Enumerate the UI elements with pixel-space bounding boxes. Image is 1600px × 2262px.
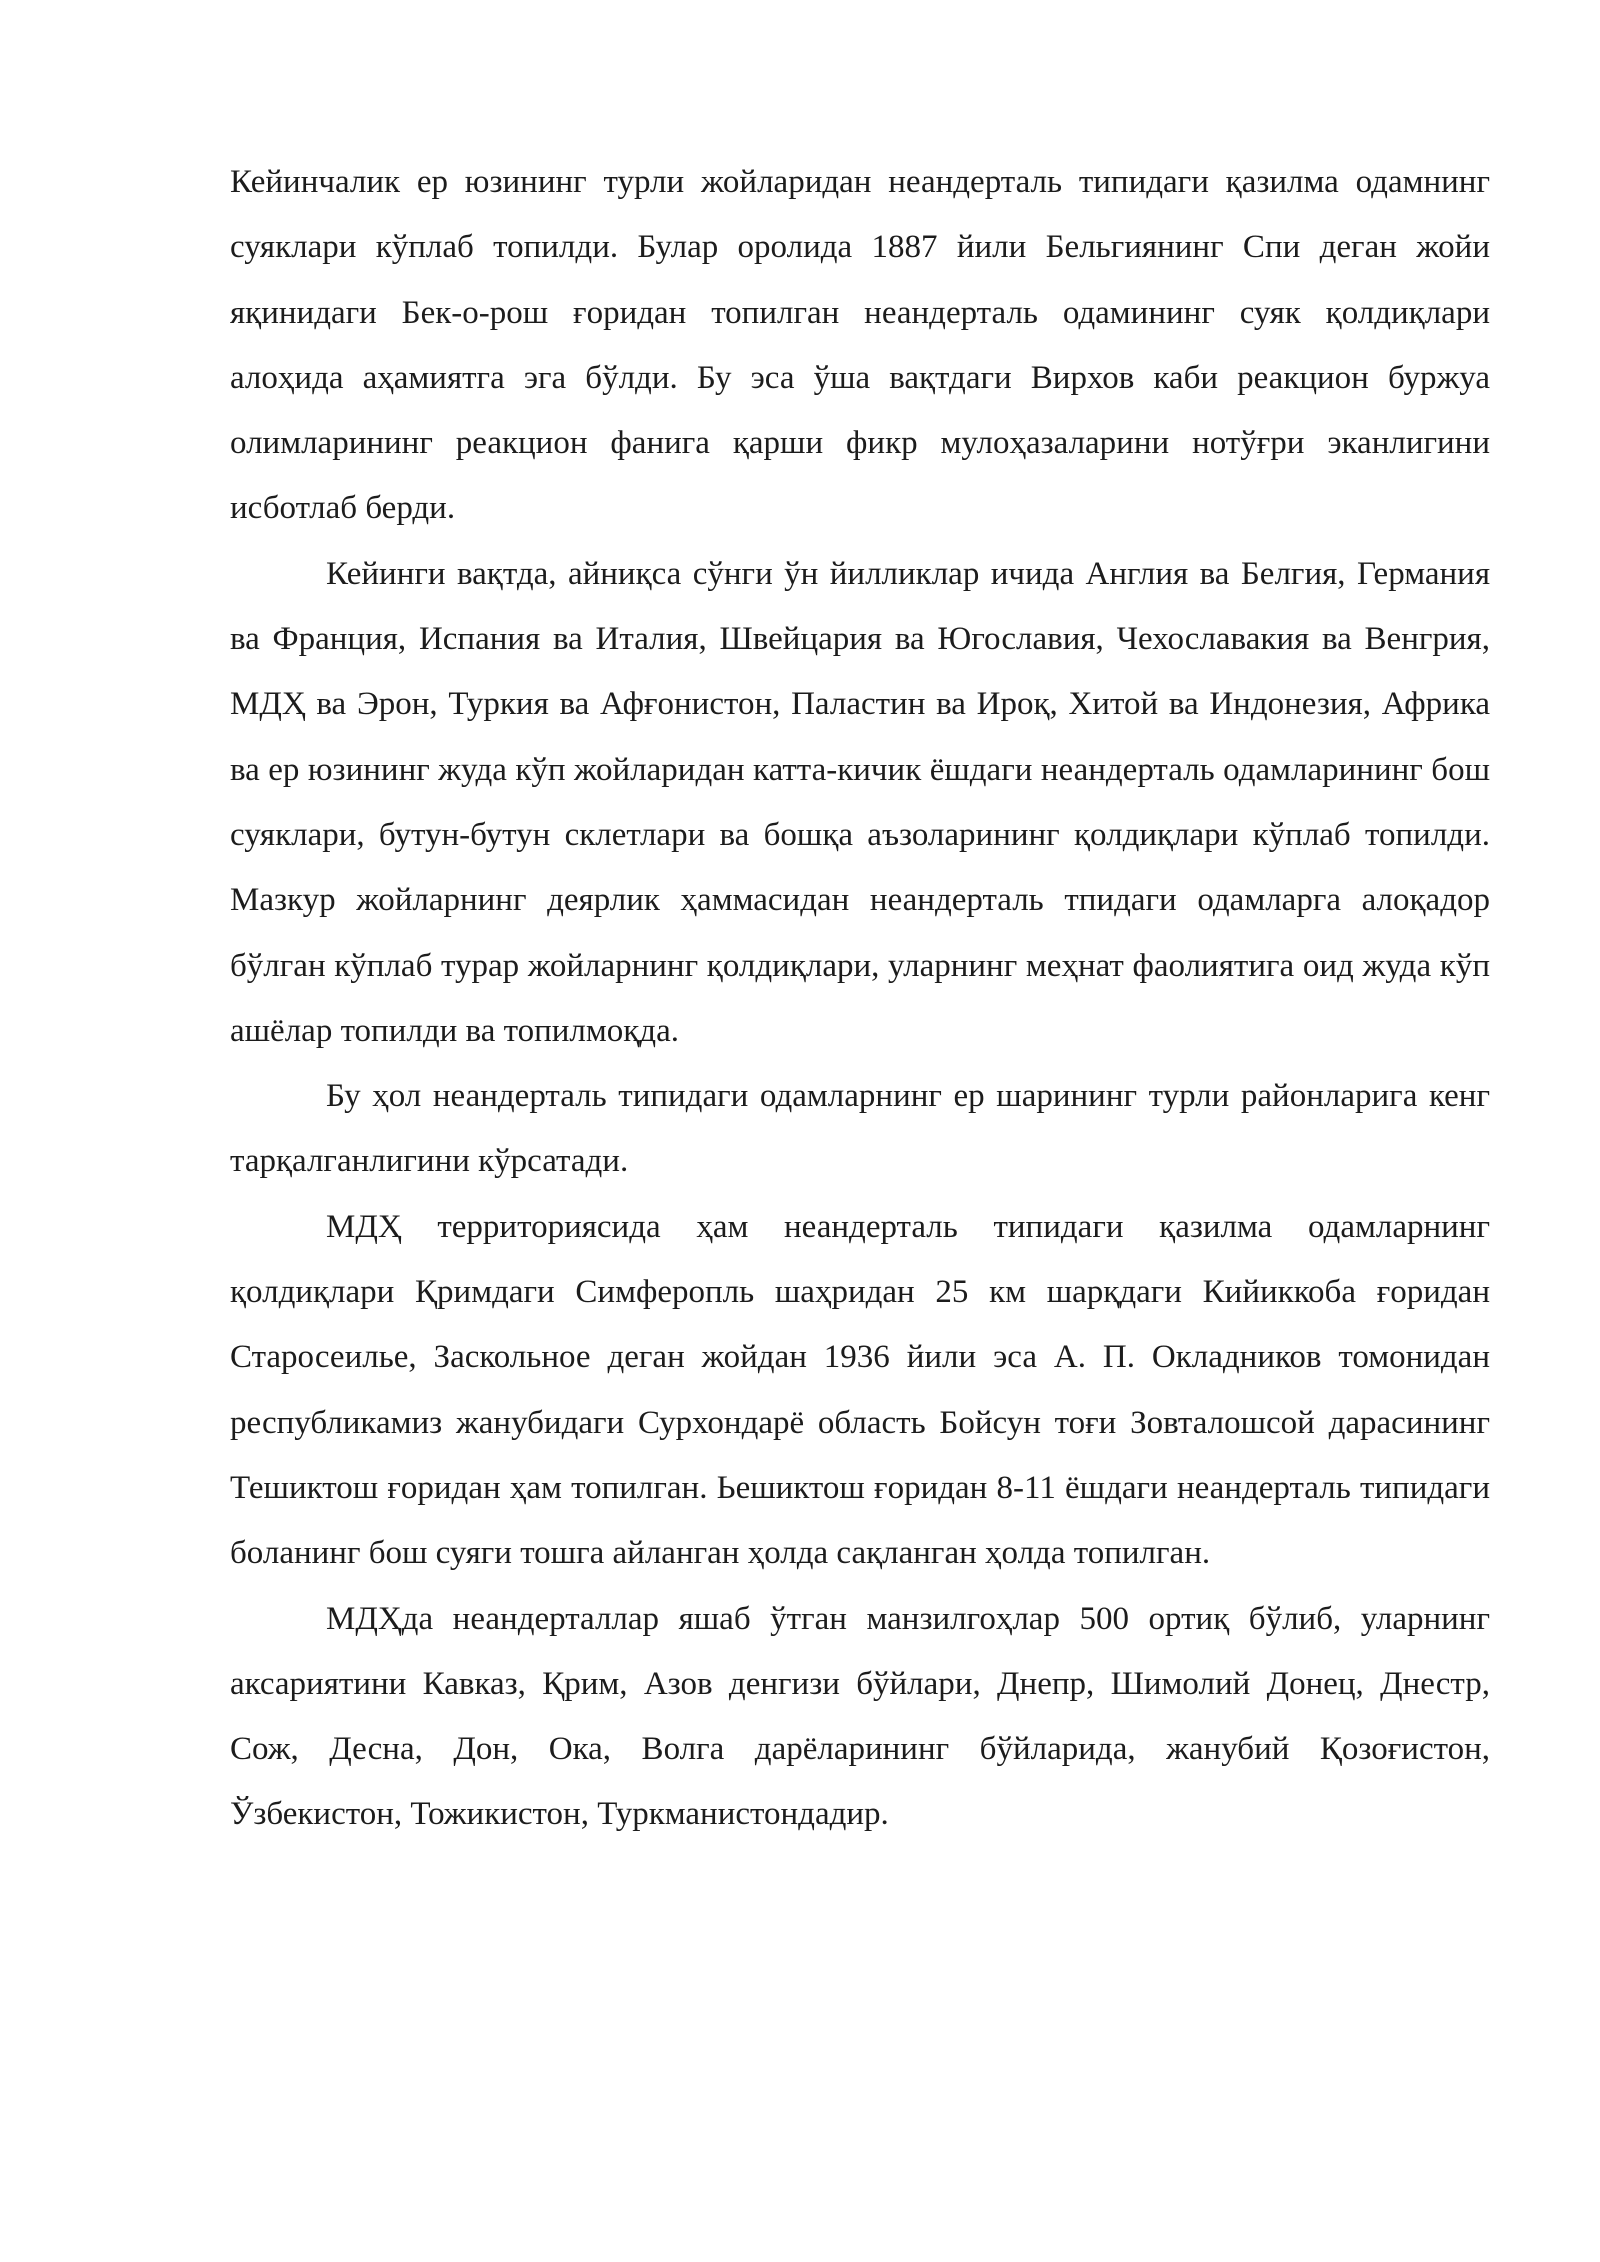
paragraph-1: Кейинчалик ер юзининг турли жойларидан неандерталь типидаги қазилма одамнинг суяклари кўплаб топилди. Булар оролида 1887 йили Бельгиянинг Спи деган жойи яқинидаги Бек-о-рош ғоридан топилган неандерталь одамининг суяк қолдиқлари алоҳида аҳамиятга эга бўлди. Бу эса ўша вақтдаги Вирхов каби реакцион буржуа олимларининг реакцион фанига қарши фикр мулоҳазаларини нотўғри эканлигини исботлаб берди. <box>230 164 1490 527</box>
paragraph-2: Кейинги вақтда, айниқса сўнги ўн йилликлар ичида Англия ва Белгия, Германия ва Франция, Испания ва Италия, Швейцария ва Югославия, Чехославакия ва Венгрия, МДҲ ва Эрон, Туркия ва Афғонистон, Паластин ва Ироқ, Хитой ва Индонезия, Африка ва ер юзининг жуда кўп жойларидан катта-кичик ёшдаги неандерталь одамларининг бош суяклари, бутун-бутун склетлари ва бошқа аъзоларининг қолдиқлари кўплаб топилди. Мазкур жойларнинг деярлик ҳаммасидан неандерталь тпидаги одамларга алоқадор бўлган кўплаб турар жойларнинг қолдиқлари, уларнинг меҳнат фаолиятига оид жуда кўп ашёлар топилди ва топилмоқда. <box>230 555 1490 1049</box>
document-body <box>230 150 1490 1848</box>
paragraph-4: МДҲ территориясида ҳам неандерталь типидаги қазилма одамларнинг қолдиқлари Қримдаги Симферопль шаҳридан 25 км шарқдаги Кийиккоба ғоридан Старосеилье, Заскольное деган жойдан 1936 йили эса А. П. Окладников томонидан республикамиз жанубидаги Сурхондарё область Бойсун тоғи Зовталошсой дарасининг Тешиктош ғоридан ҳам топилган. Ьешиктош ғоридан 8-11 ёшдаги неандерталь типидаги боланинг бош суяги тошга айланган ҳолда сақланган ҳолда топилган. <box>230 1208 1490 1572</box>
paragraph-3: Бу ҳол неандерталь типидаги одамларнинг ер шарининг турли районларига кенг тарқалганлигини кўрсатади. <box>230 1078 1490 1180</box>
paragraph-5: МДҲда неандерталлар яшаб ўтган манзилгоҳлар 500 ортиқ бўлиб, уларнинг аксариятини Кавказ, Қрим, Азов денгизи бўйлари, Днепр, Шимолий Донец, Днестр, Сож, Десна, Дон, Ока, Волга дарёларининг бўйларида, жанубий Қозоғистон, Ўзбекистон, Тожикистон, Туркманистондадир. <box>230 1600 1490 1833</box>
